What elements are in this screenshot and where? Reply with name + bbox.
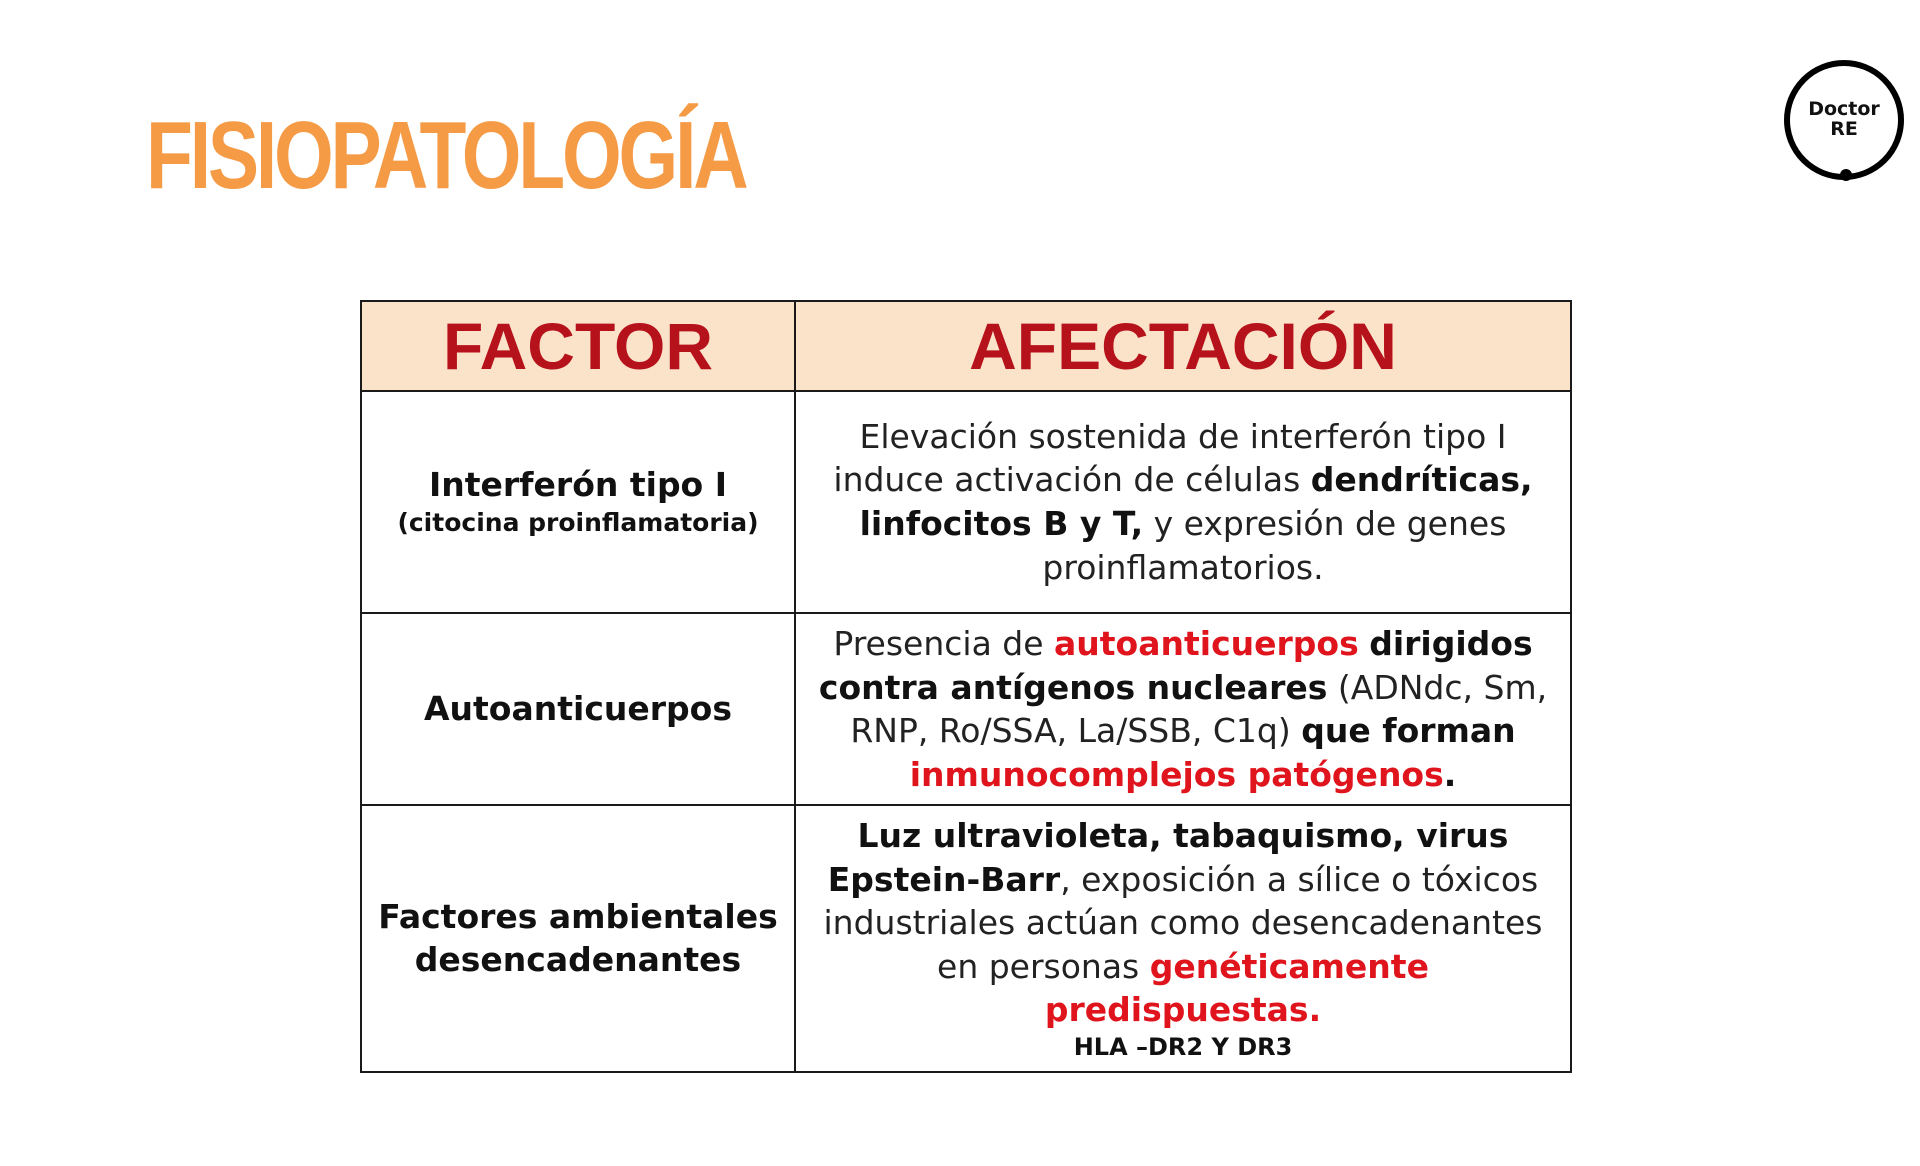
- desc-highlight: inmunocomplejos patógenos: [909, 754, 1444, 794]
- factor-cell: [361, 391, 795, 613]
- desc-highlight: autoanticuerpos: [1054, 624, 1359, 663]
- page-title: FISIOPATOLOGÍA: [146, 102, 746, 209]
- desc-text: y expresión de genes proinflamatorios.: [1042, 504, 1507, 587]
- desc-text: , exposición a sílice o tóxicos industriales actúan como desencadenantes en personas: [823, 859, 1543, 986]
- desc-text: Elevación sostenida de interferón tipo I induce activación de células: [833, 416, 1507, 500]
- desc-text: Presencia de: [833, 624, 1055, 663]
- table-row: [361, 805, 1571, 1072]
- header-factor: FACTOR: [361, 301, 795, 391]
- header-afectacion: AFECTACIÓN: [795, 301, 1571, 391]
- description-cell: [795, 391, 1571, 613]
- table-header-row: [361, 301, 1571, 391]
- desc-bold: .: [1443, 754, 1457, 794]
- description-cell: [795, 613, 1571, 805]
- doctor-re-logo: [1784, 60, 1904, 180]
- desc-highlight: genéticamente predispuestas.: [1044, 946, 1429, 1030]
- factor-label: Interferón tipo I: [428, 465, 727, 505]
- factor-label: Autoanticuerpos: [424, 688, 732, 728]
- logo-dot: [1840, 169, 1852, 181]
- table-row: [361, 613, 1571, 805]
- desc-bold: que forman: [1301, 711, 1516, 751]
- desc-bold: dendríticas, linfocitos B y T,: [859, 460, 1533, 543]
- desc-bold: Luz ultravioleta, tabaquismo, virus Epstein-Barr: [827, 816, 1509, 899]
- hla-note: HLA –DR2 Y DR3: [1073, 1032, 1293, 1061]
- factor-sublabel: (citocina proinflamatoria): [397, 508, 759, 538]
- description-cell: [795, 805, 1571, 1072]
- logo-line-2: RE: [1830, 118, 1858, 140]
- factor-cell: [361, 613, 795, 805]
- factor-label: Factores ambientales desencadenantes: [378, 896, 778, 979]
- desc-bold: dirigidos contra antígenos nucleares: [818, 624, 1533, 707]
- factor-cell: [361, 805, 795, 1072]
- table-row: [361, 391, 1571, 613]
- factors-table: [360, 300, 1572, 1073]
- desc-text: (ADNdc, Sm, RNP, Ro/SSA, La/SSB, C1q): [850, 667, 1548, 751]
- logo-line-1: Doctor: [1808, 98, 1880, 121]
- desc-space: [1359, 624, 1370, 663]
